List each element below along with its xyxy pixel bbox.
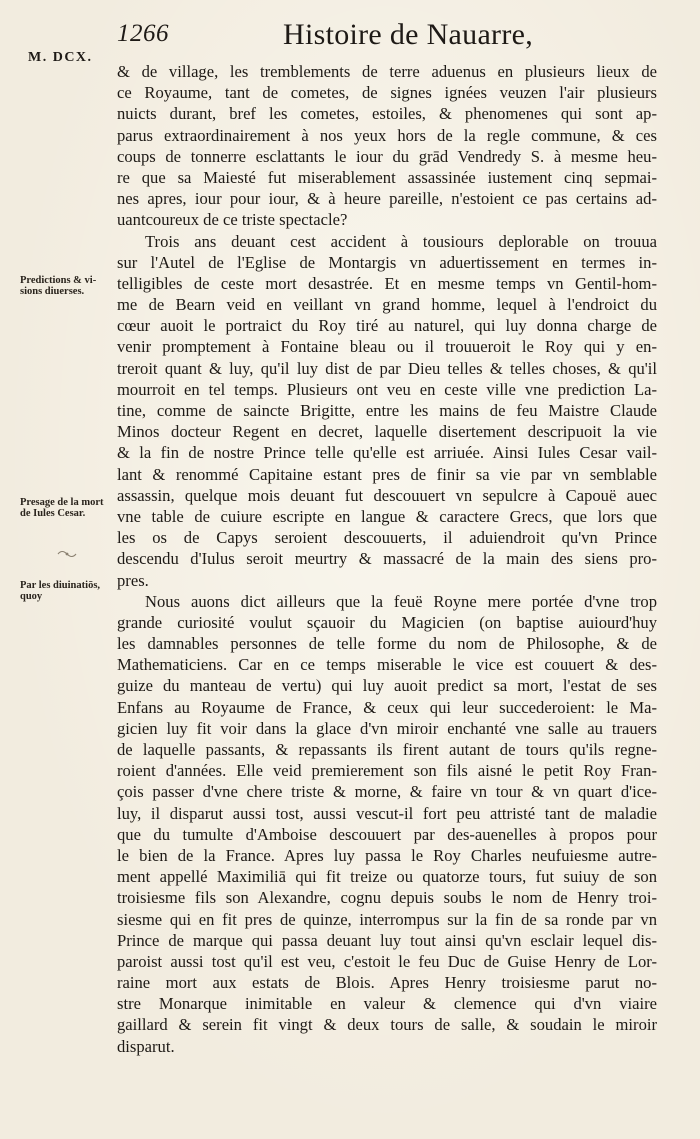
text-line: ment appellé Maximiliā qui fit treize ou quatorze tours, fut suiuy de son [117, 867, 657, 887]
text-line: Minos docteur Regent en decret, laquelle disertement descripuoit la vie [117, 422, 657, 442]
page-number: 1266 [117, 20, 169, 47]
text-line: assassin, quelque mois deuant fut descouuert vn sepulcre à Capouë auec [117, 485, 657, 505]
text-line: re que sa Maiesté fut miserablement assassinée iustement cinq sepmai- [117, 167, 657, 187]
text-line: les os de Capys seroient descouuerts, il aduiendroit qu'vn Prince [117, 528, 657, 548]
text-line: disparut. [117, 1036, 175, 1056]
side-note-line: Predictions & vi- [20, 275, 97, 286]
text-line: descendu d'Iulus seroit meurtry & massacré de la main des siens pro- [117, 549, 657, 569]
text-line: Nous auons dict ailleurs que la feuë Royne mere portée d'vne trop [145, 591, 657, 611]
text-line: çois passer d'vne chere triste & morne, & faire vn tour & vn quart d'ice- [117, 782, 657, 802]
text-line: sur l'Autel de l'Eglise de Montargis vn aduertissement en termes in- [117, 252, 657, 272]
text-line: coups de tonnerre esclattants le iour du grād Vendredy S. à mesme heu- [117, 146, 657, 166]
text-line: mourroit en tel temps. Plusieurs ont veu en ceste ville vne prediction La- [117, 379, 657, 399]
text-line: gicien luy fit voir dans la glace d'vn miroir enchanté vne salle au trauers [117, 718, 657, 738]
text-line: tine, comme de saincte Brigitte, entre les mains de feu Maistre Claude [117, 401, 657, 420]
text-line: grande curiosité voulut sçauoir du Magicien (on baptise auiourd'huy [117, 612, 657, 632]
side-note-line: Par les diuinatiōs, [20, 580, 101, 591]
text-line: Mathematiciens. Car en ce temps miserable le vice est couuert & des- [117, 655, 657, 675]
text-line: parus extraordinairement à nos yeux hors de la regle commune, & ces [117, 125, 657, 145]
text-line: siesme qui en fit pres de quinze, interrompus sur la fin de sa ronde par vn [117, 909, 657, 929]
text-line: paroist aussi tost qu'il est veu, c'estoit le feu Duc de Guise Henry de Lor- [117, 951, 657, 971]
running-head [0, 14, 700, 64]
text-line: roient d'années. Elle veid premierement son fils aisné le petit Roy Fran- [117, 761, 657, 781]
side-note-line: de Iules Cesar. [20, 508, 86, 519]
running-title: Histoire de Nauarre, [283, 18, 534, 51]
text-line: ce Royaume, tant de cometes, de signes ignées veuzen l'air plusieurs [117, 83, 657, 103]
text-line: lant & renommé Capitaine estant pres de finir sa vie par vn semblable [117, 464, 657, 484]
text-line: cœur auoit le portraict du Roy tiré au naturel, qui luy donna charge de [117, 316, 657, 336]
text-line: uantcoureux de ce triste spectacle? [117, 210, 348, 230]
text-line: venir promptement à Fontaine bleau ou il trouueroit le Roy qui y en- [117, 337, 657, 357]
text-line: nuicts durant, bref les cometes, estoiles, & phenomenes qui sont ap- [117, 104, 657, 124]
text-line: nes apres, iour pour iour, & à heure pareille, n'estoient ce pas certains ad- [117, 189, 657, 209]
text-line: de laquelle passants, & repassants ils firent autant de tours qu'ils regne- [117, 740, 657, 759]
text-line: guize du manteau de vertu) qui luy auoit predict sa mort, l'estat de ses [117, 676, 657, 696]
side-note-line: quoy [20, 591, 43, 602]
side-note-predictions [20, 275, 120, 297]
side-note-presage [20, 497, 120, 519]
body-text [117, 61, 657, 1057]
text-line: que du tumulte d'Amboise descouuert par des-auenelles à propos pour [117, 824, 657, 844]
text-line: stre Monarque inimitable en valeur & clemence qui d'vn viaire [117, 994, 657, 1014]
text-line: & la fin de nostre Prince telle qu'elle est arriuée. Ainsi Iules Cesar vail- [117, 443, 657, 463]
text-line: pres. [117, 570, 149, 590]
text-line: troisiesme fils son Alexandre, cognu depuis soubs le nom de Henry troi- [117, 888, 657, 908]
text-line: luy, il disparut aussi tost, aussi vescut-il fort peu attristé tant de maladie [117, 803, 657, 823]
text-line: le bien de la France. Apres luy passa le Roy Charles neufuiesme autre- [117, 845, 657, 865]
text-line: gaillard & serein fit vingt & deux tours de salle, & soudain le miroir [117, 1015, 657, 1035]
side-note-line: sions diuerses. [20, 286, 85, 297]
text-line: me de Bearn veid en veillant vn grand homme, lequel à l'endroict du [117, 295, 657, 315]
margin-year: M. DCX. [28, 50, 93, 65]
text-line: Enfans au Royaume de France, & ceux qui leur succederoient: le Ma- [117, 697, 657, 717]
text-line: Trois ans deuant cest accident à tousiours deplorable on trouua [145, 231, 657, 251]
text-line: raine mort aux estats de Blois. Apres Henry troisiesme parut no- [117, 973, 657, 993]
side-note-line: Presage de la mort [20, 497, 104, 508]
text-line: vne table de cuiure escripte en langue & caractere Grecs, que lors que [117, 506, 657, 526]
side-note-divinations [20, 580, 120, 602]
text-line: Prince de marque qui passa deuant luy tout ainsi qu'vn esclair lequel dis- [117, 930, 657, 950]
text-line: les damnables personnes de telle forme du nom de Philosophe, & de [117, 634, 657, 654]
ornament-mark [56, 548, 78, 560]
text-line: treroit quant & luy, qu'il luy dist de par Dieu telles & telles choses, & qu'il [117, 358, 657, 378]
text-line: & de village, les tremblements de terre aduenus en plusieurs lieux de [117, 62, 657, 81]
text-line: telligibles de ceste mort desastrée. Et en mesme temps vn Gentil-hom- [117, 273, 657, 293]
